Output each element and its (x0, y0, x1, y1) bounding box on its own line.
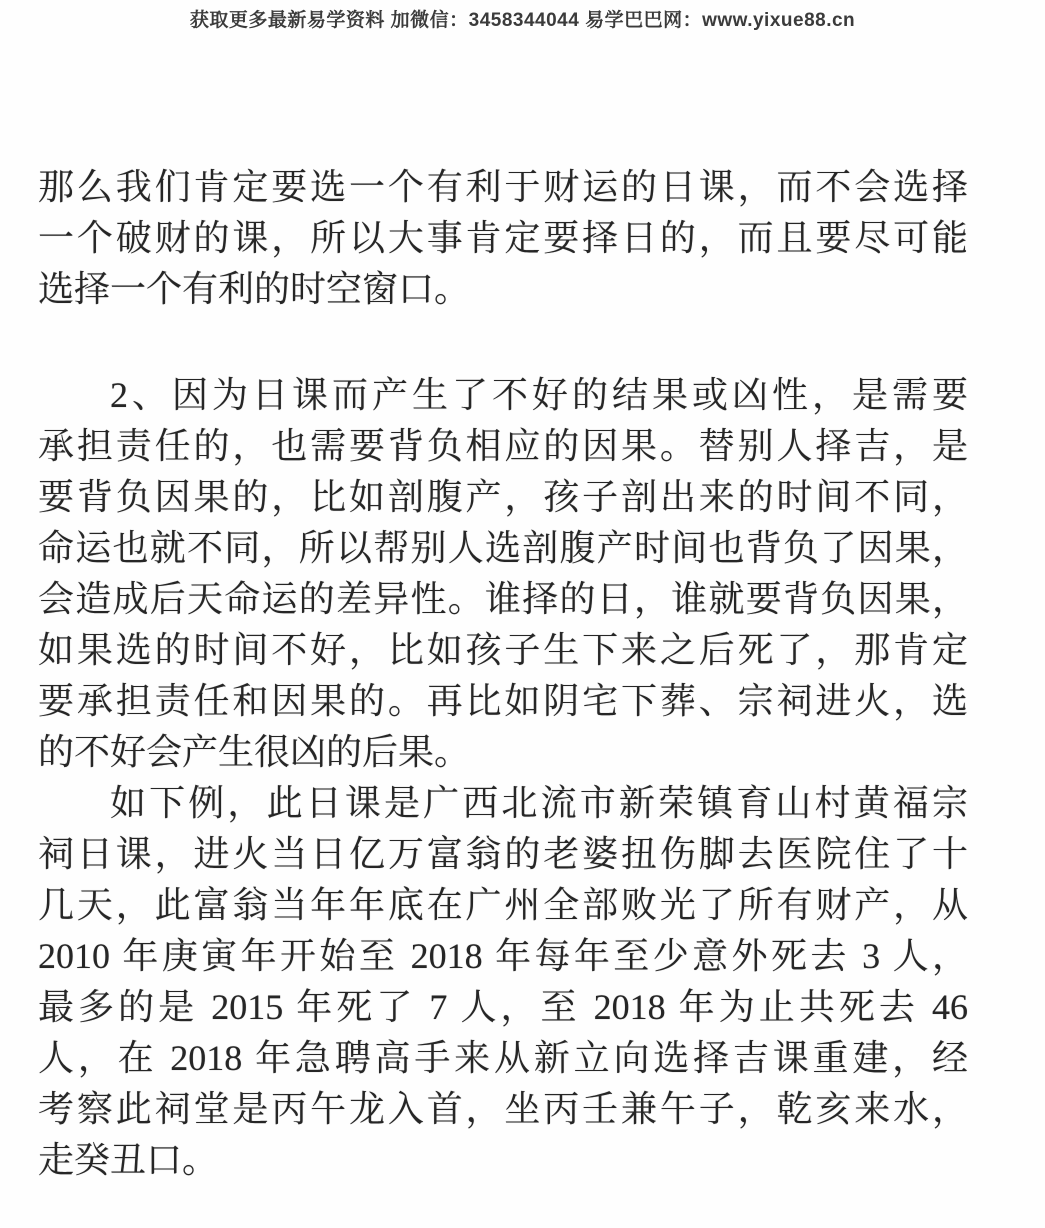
header-notice: 获取更多最新易学资料 加微信：3458344044 易学巴巴网：www.yixue88.cn (189, 10, 856, 31)
text-line: 几天，此富翁当年年底在广州全部败光了所有财产，从 (38, 885, 968, 925)
text-line: 考察此祠堂是丙午龙入首，坐丙壬兼午子，乾亥来水， (38, 1089, 968, 1129)
paragraph (38, 778, 968, 1186)
text-line: 选择一个有利的时空窗口。 (38, 269, 471, 309)
text-line: 一个破财的课，所以大事肯定要择日的，而且要尽可能 (38, 218, 968, 258)
paragraph (38, 370, 968, 778)
text-line: 那么我们肯定要选一个有利于财运的日课，而不会选择 (38, 167, 968, 207)
text-line: 最多的是 2015 年死了 7 人，至 2018 年为止共死去 46 (38, 987, 968, 1027)
text-line: 如果选的时间不好，比如孩子生下来之后死了，那肯定 (38, 630, 968, 670)
text-line: 命运也就不同，所以帮别人选剖腹产时间也背负了因果， (38, 528, 968, 568)
text-line: 2、因为日课而产生了不好的结果或凶性，是需要 (110, 375, 968, 415)
text-line: 承担责任的，也需要背负相应的因果。替别人择吉，是 (38, 426, 968, 466)
text-line: 要承担责任和因果的。再比如阴宅下葬、宗祠进火，选 (38, 681, 968, 721)
text-line: 祠日课，进火当日亿万富翁的老婆扭伤脚去医院住了十 (38, 834, 968, 874)
text-line: 如下例，此日课是广西北流市新荣镇育山村黄福宗 (110, 783, 968, 823)
document-body (38, 162, 968, 1186)
text-line: 要背负因果的，比如剖腹产，孩子剖出来的时间不同， (38, 477, 968, 517)
text-line: 的不好会产生很凶的后果。 (38, 732, 471, 772)
paragraph (38, 162, 968, 315)
text-line: 2010 年庚寅年开始至 2018 年每年至少意外死去 3 人， (38, 936, 968, 976)
text-line: 走癸丑口。 (38, 1140, 219, 1180)
text-line: 人，在 2018 年急聘高手来从新立向选择吉课重建，经 (38, 1038, 968, 1078)
text-line: 会造成后天命运的差异性。谁择的日，谁就要背负因果， (38, 579, 968, 619)
